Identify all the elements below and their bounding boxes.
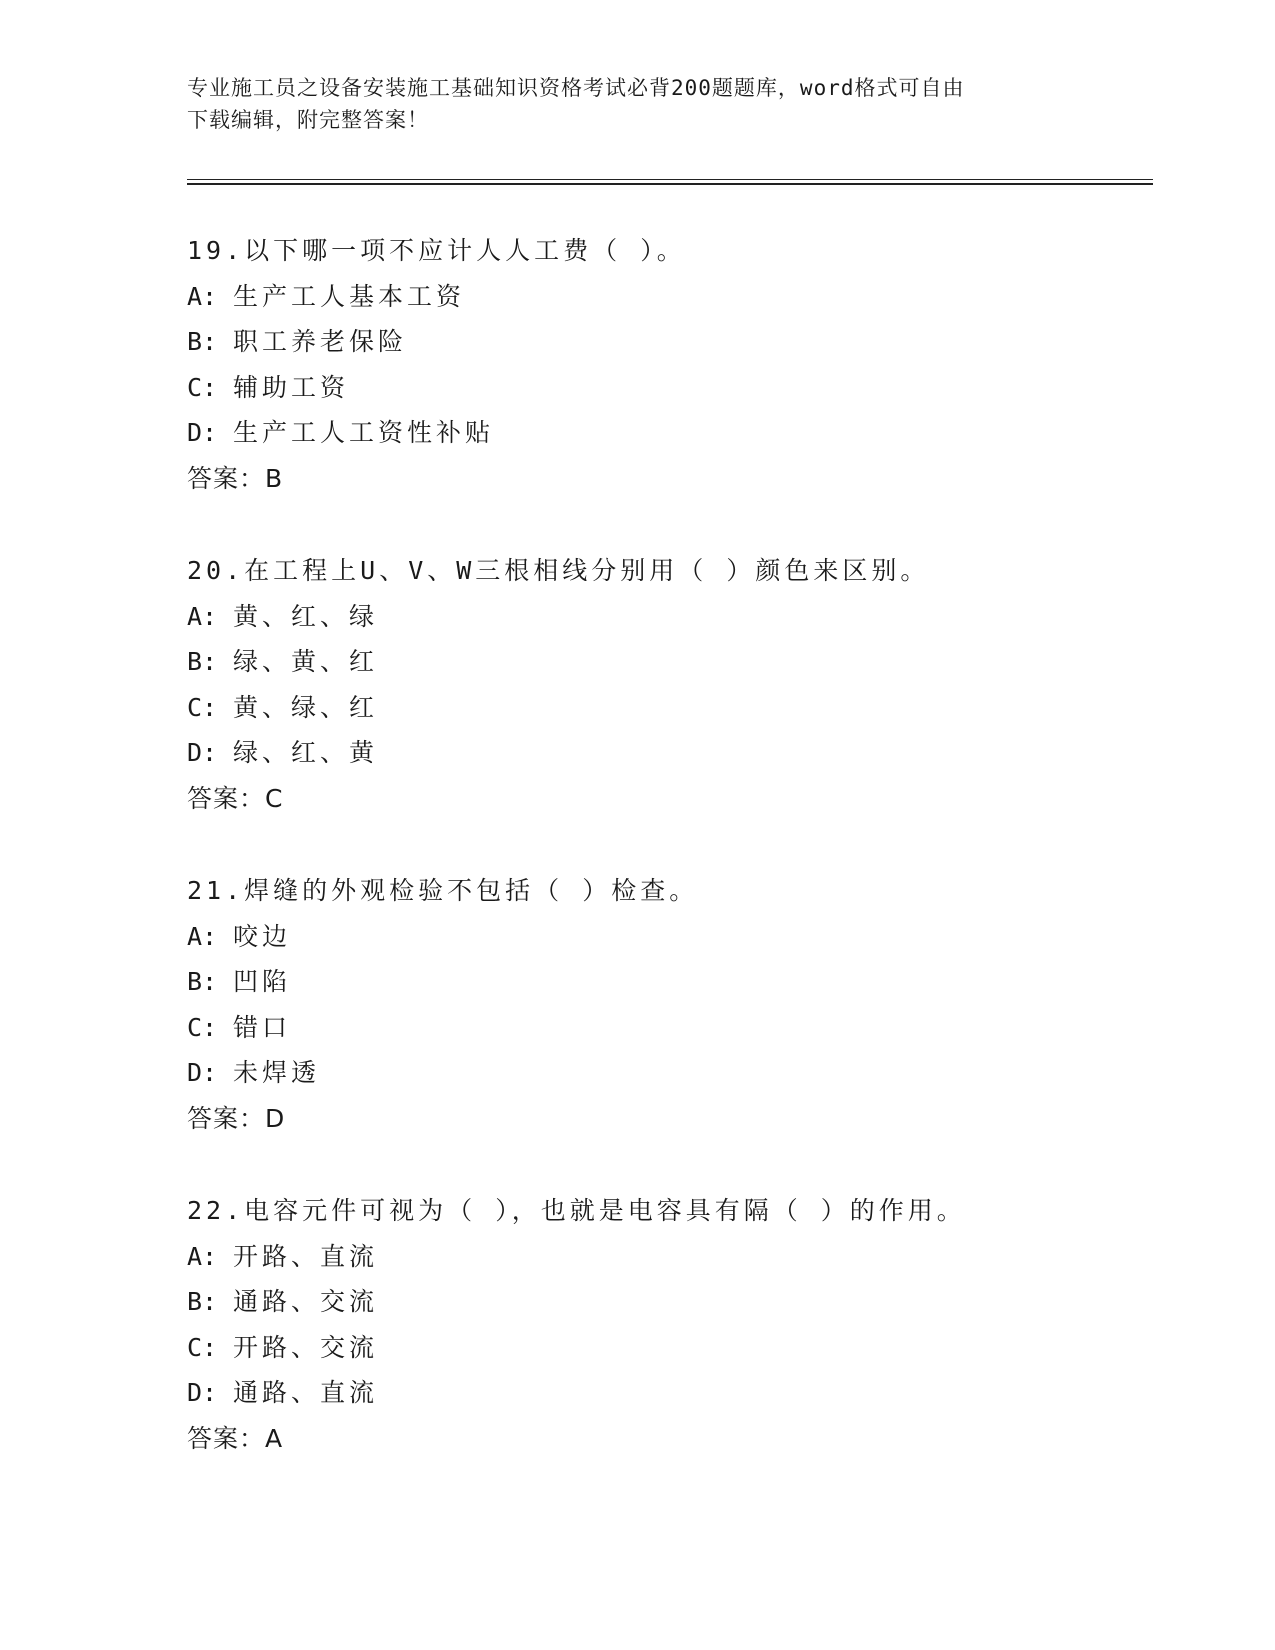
answer: 答案：C xyxy=(187,783,284,813)
option-letter: C: xyxy=(187,372,218,402)
option-letter: A: xyxy=(187,921,218,951)
option-b xyxy=(187,959,1147,1005)
option-text: 辅助工资 xyxy=(233,372,350,402)
option-c xyxy=(187,1325,1147,1371)
option-a xyxy=(187,914,1147,960)
option-letter: B: xyxy=(187,967,218,997)
option-letter: C: xyxy=(187,1332,218,1362)
option-c xyxy=(187,685,1147,731)
option-a xyxy=(187,594,1147,640)
document-header xyxy=(187,72,1067,136)
option-b xyxy=(187,1279,1147,1325)
option-b xyxy=(187,639,1147,685)
option-text: 生产工人工资性补贴 xyxy=(233,418,495,448)
option-text: 生产工人基本工资 xyxy=(233,281,466,311)
option-text: 黄、红、绿 xyxy=(233,601,379,631)
option-d xyxy=(187,1050,1147,1096)
question-20 xyxy=(187,548,1147,868)
option-text: 绿、红、黄 xyxy=(233,738,379,768)
option-a xyxy=(187,274,1147,320)
answer: 答案：A xyxy=(187,1423,284,1453)
option-letter: A: xyxy=(187,281,218,311)
answer: 答案：D xyxy=(187,1103,286,1133)
option-text: 错口 xyxy=(233,1012,292,1042)
option-text: 通路、交流 xyxy=(233,1287,379,1317)
option-letter: B: xyxy=(187,327,218,357)
option-d xyxy=(187,1370,1147,1416)
option-letter: D: xyxy=(187,1058,218,1088)
option-c xyxy=(187,365,1147,411)
option-text: 开路、直流 xyxy=(233,1241,379,1271)
question-text: 22.电容元件可视为（ ），也就是电容具有隔（ ）的作用。 xyxy=(187,1196,966,1225)
header-line-2: 下载编辑，附完整答案！ xyxy=(187,108,429,132)
header-rule-thin xyxy=(187,179,1153,180)
option-letter: B: xyxy=(187,1287,218,1317)
question-21 xyxy=(187,868,1147,1188)
header-line-1: 专业施工员之设备安装施工基础知识资格考试必背200题题库，word格式可自由 xyxy=(187,76,965,100)
question-19 xyxy=(187,228,1147,548)
question-22 xyxy=(187,1188,1147,1508)
option-letter: D: xyxy=(187,738,218,768)
option-text: 黄、绿、红 xyxy=(233,692,379,722)
option-text: 凹陷 xyxy=(233,967,292,997)
option-d xyxy=(187,410,1147,456)
option-text: 未焊透 xyxy=(233,1058,321,1088)
option-letter: C: xyxy=(187,1012,218,1042)
option-a xyxy=(187,1234,1147,1280)
option-letter: A: xyxy=(187,1241,218,1271)
option-d xyxy=(187,730,1147,776)
question-text: 19.以下哪一项不应计人人工费（ ）。 xyxy=(187,236,686,265)
option-letter: B: xyxy=(187,647,218,677)
option-text: 开路、交流 xyxy=(233,1332,379,1362)
header-rule-thick xyxy=(187,183,1153,185)
option-letter: C: xyxy=(187,692,218,722)
option-letter: D: xyxy=(187,418,218,448)
question-list xyxy=(187,228,1147,1508)
answer: 答案：B xyxy=(187,463,284,493)
option-c xyxy=(187,1005,1147,1051)
option-text: 绿、黄、红 xyxy=(233,647,379,677)
option-text: 职工养老保险 xyxy=(233,327,408,357)
question-text: 20.在工程上U、V、W三根相线分别用（ ）颜色来区别。 xyxy=(187,556,930,585)
option-letter: D: xyxy=(187,1378,218,1408)
option-letter: A: xyxy=(187,601,218,631)
option-text: 通路、直流 xyxy=(233,1378,379,1408)
option-b xyxy=(187,319,1147,365)
question-text: 21.焊缝的外观检验不包括（ ）检查。 xyxy=(187,876,699,905)
option-text: 咬边 xyxy=(233,921,292,951)
